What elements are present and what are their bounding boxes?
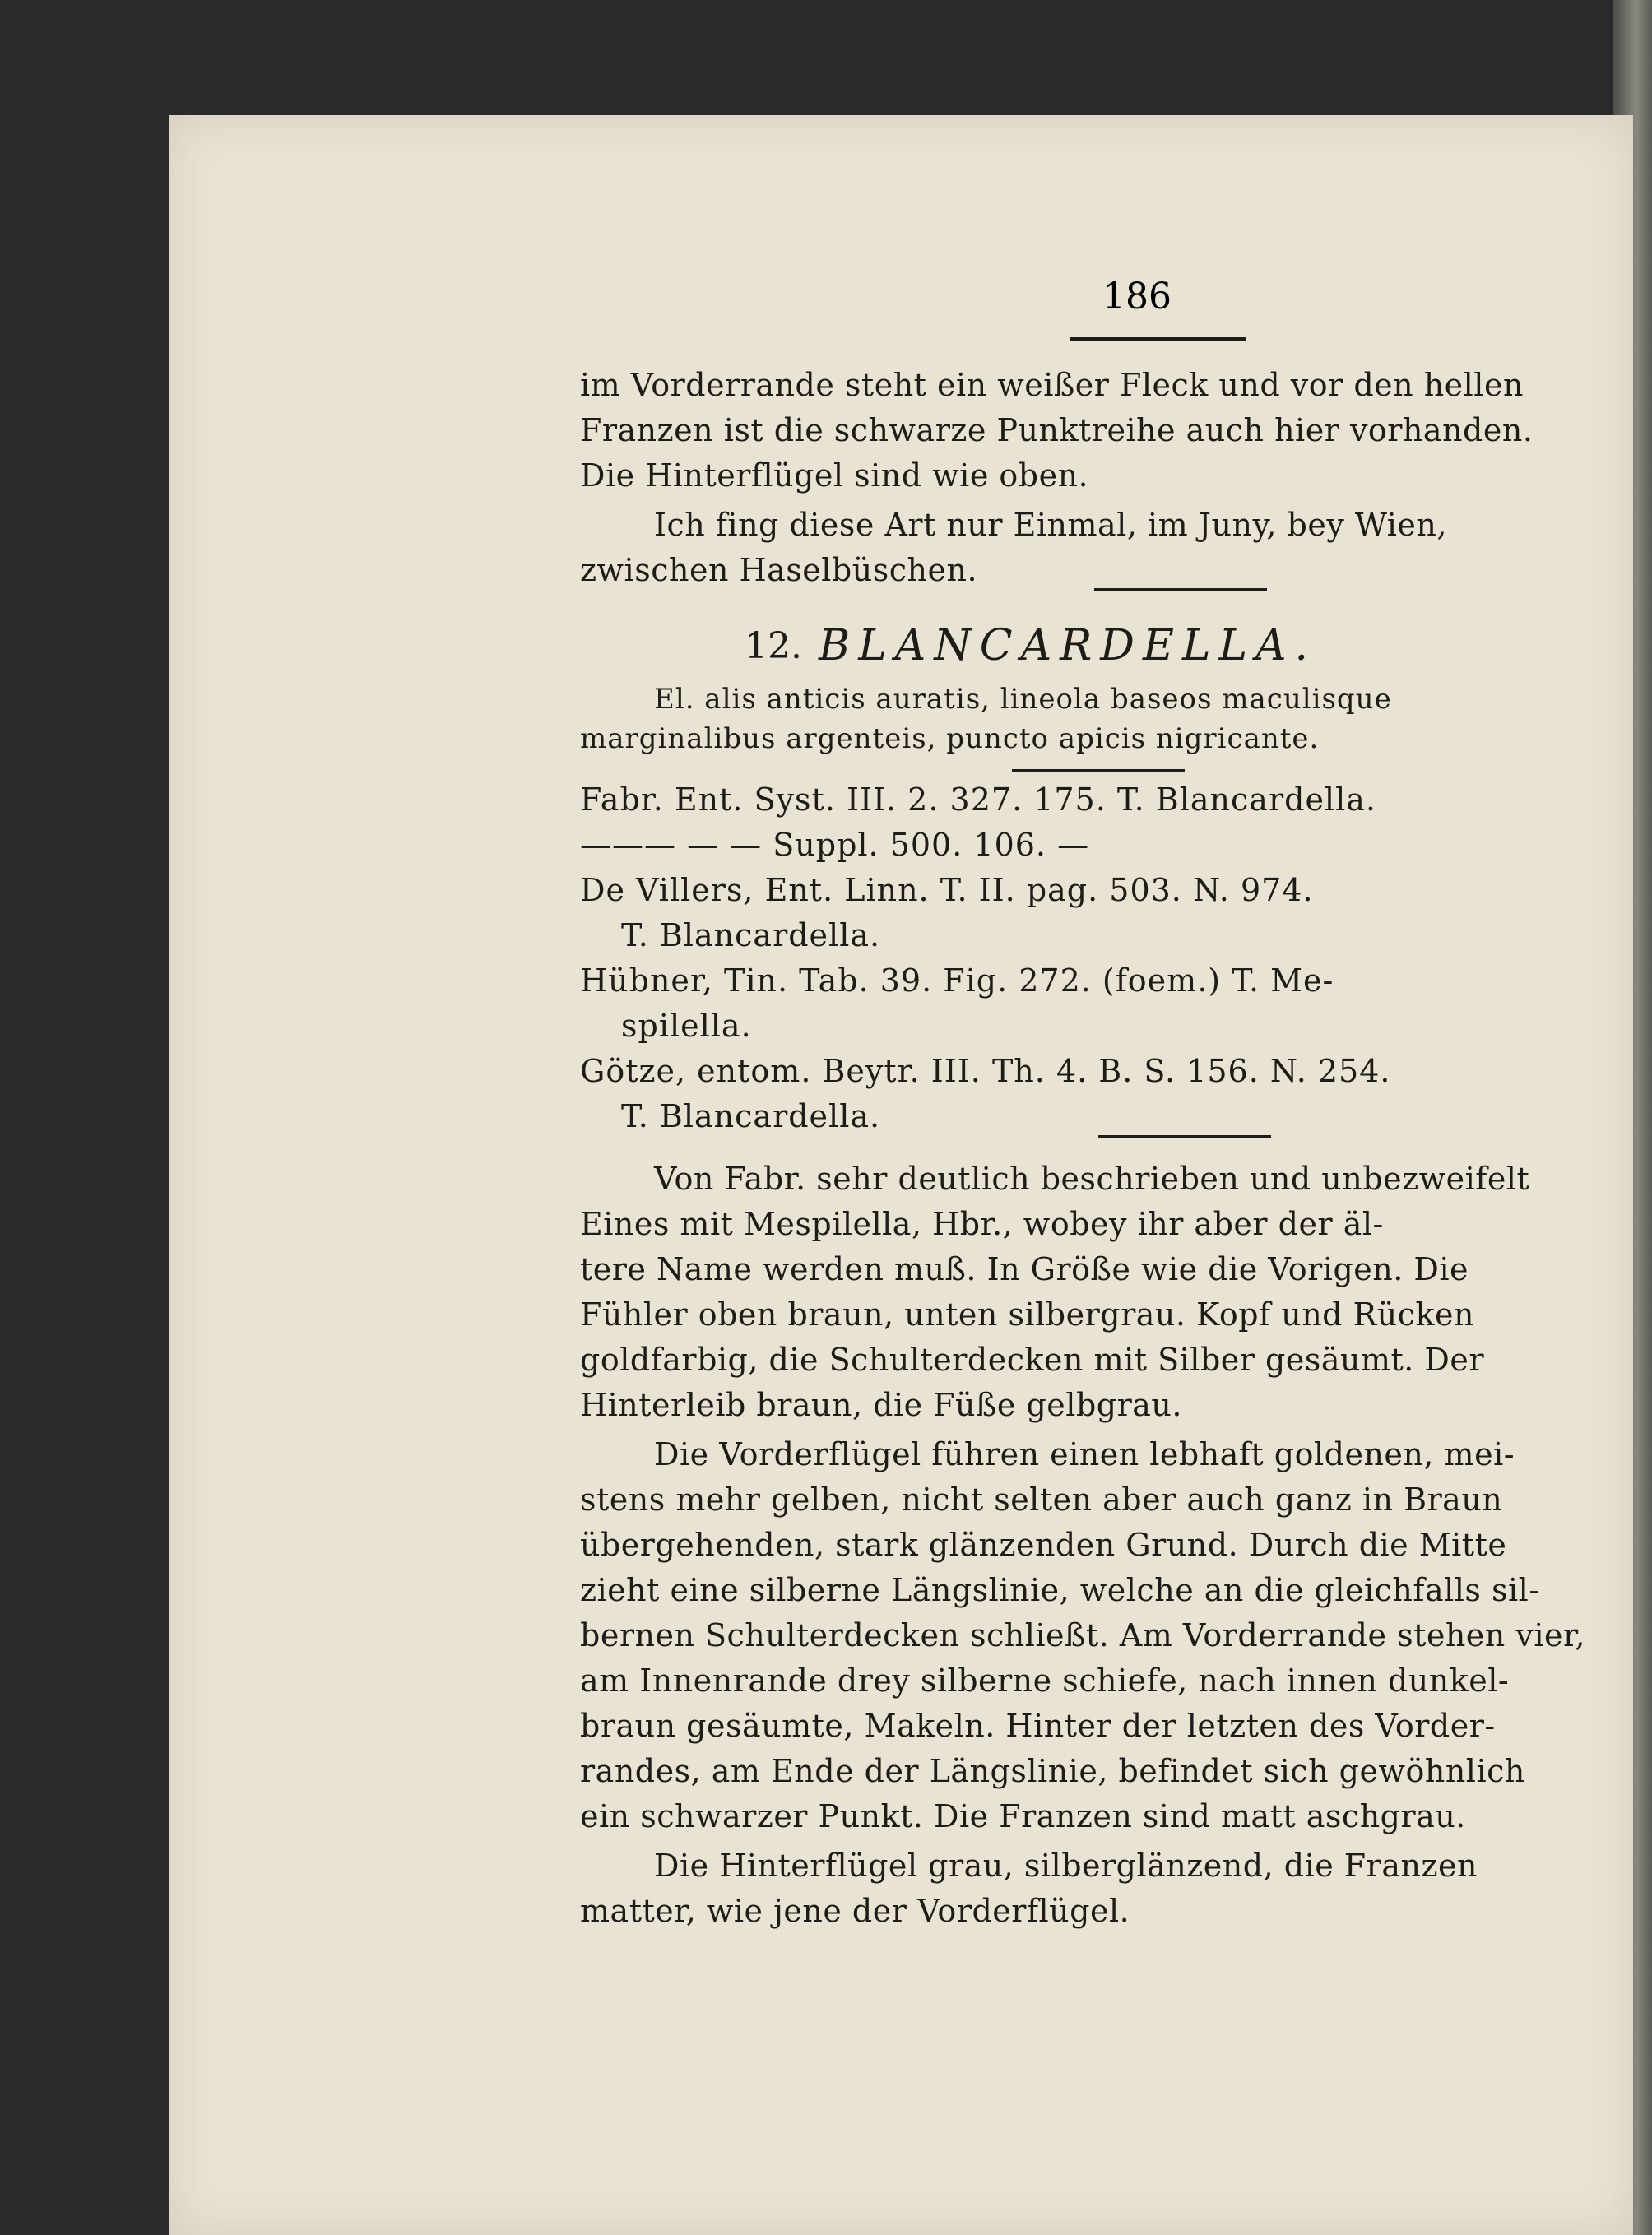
description-line: Die Vorderflügel führen einen lebhaft goldenen, mei-: [654, 1436, 1515, 1472]
section-rule: [1098, 1135, 1271, 1138]
section-rule: [1012, 769, 1185, 772]
reference-line: De Villers, Ent. Linn. T. II. pag. 503. N. 974.: [580, 872, 1314, 908]
description-line: zieht eine silberne Längslinie, welche an die gleichfalls sil-: [580, 1572, 1540, 1608]
reference-line: T. Blancardella.: [621, 1098, 881, 1134]
description-line: Von Fabr. sehr deutlich beschrieben und unbezweifelt: [654, 1161, 1530, 1197]
intro-line: zwischen Haselbüschen.: [580, 552, 978, 588]
description-line: am Innenrande drey silberne schiefe, nach innen dunkel-: [580, 1662, 1510, 1699]
reference-line: Hübner, Tin. Tab. 39. Fig. 272. (foem.) T. Me-: [580, 962, 1334, 999]
description-line: übergehenden, stark glänzenden Grund. Durch die Mitte: [580, 1527, 1507, 1563]
species-title: BLANCARDELLA.: [819, 621, 1317, 670]
description-line: Fühler oben braun, unten silbergrau. Kopf und Rücken: [580, 1296, 1474, 1333]
diagnosis-line: marginalibus argenteis, puncto apicis nigricante.: [580, 722, 1320, 755]
section-rule: [1094, 588, 1267, 591]
page-number-rule: [1070, 337, 1246, 341]
reference-line: Götze, entom. Beytr. III. Th. 4. B. S. 156. N. 254.: [580, 1053, 1391, 1089]
description-line: Eines mit Mespilella, Hbr., wobey ihr aber der äl-: [580, 1206, 1384, 1242]
intro-line: im Vorderrande steht ein weißer Fleck und vor den hellen: [580, 367, 1524, 403]
description-line: bernen Schulterdecken schließt. Am Vorderrande stehen vier,: [580, 1617, 1586, 1653]
description-line: goldfarbig, die Schulterdecken mit Silber gesäumt. Der: [580, 1342, 1485, 1378]
diagnosis-line: El. alis anticis auratis, lineola baseos maculisque: [654, 683, 1392, 716]
description-line: Die Hinterflügel grau, silberglänzend, die Franzen: [654, 1848, 1478, 1884]
reference-line: T. Blancardella.: [621, 917, 881, 953]
description-line: ein schwarzer Punkt. Die Franzen sind matt aschgrau.: [580, 1798, 1466, 1834]
page-number: 186: [1102, 276, 1172, 318]
reference-line: Fabr. Ent. Syst. III. 2. 327. 175. T. Blancardella.: [580, 781, 1376, 818]
description-line: Hinterleib braun, die Füße gelbgrau.: [580, 1387, 1182, 1423]
description-line: matter, wie jene der Vorderflügel.: [580, 1893, 1130, 1929]
intro-line: Ich fing diese Art nur Einmal, im Juny, bey Wien,: [654, 507, 1447, 543]
species-number: 12.: [745, 625, 802, 667]
description-line: tere Name werden muß. In Größe wie die Vorigen. Die: [580, 1251, 1469, 1287]
description-line: braun gesäumte, Makeln. Hinter der letzten des Vorder-: [580, 1708, 1496, 1744]
reference-line: ——— — — Suppl. 500. 106. —: [580, 827, 1090, 863]
description-line: stens mehr gelben, nicht selten aber auch ganz in Braun: [580, 1481, 1503, 1518]
reference-line: spilella.: [621, 1008, 752, 1044]
intro-line: Die Hinterflügel sind wie oben.: [580, 457, 1089, 494]
intro-line: Franzen ist die schwarze Punktreihe auch hier vorhanden.: [580, 412, 1534, 448]
description-line: randes, am Ende der Längslinie, befindet sich gewöhnlich: [580, 1753, 1525, 1789]
